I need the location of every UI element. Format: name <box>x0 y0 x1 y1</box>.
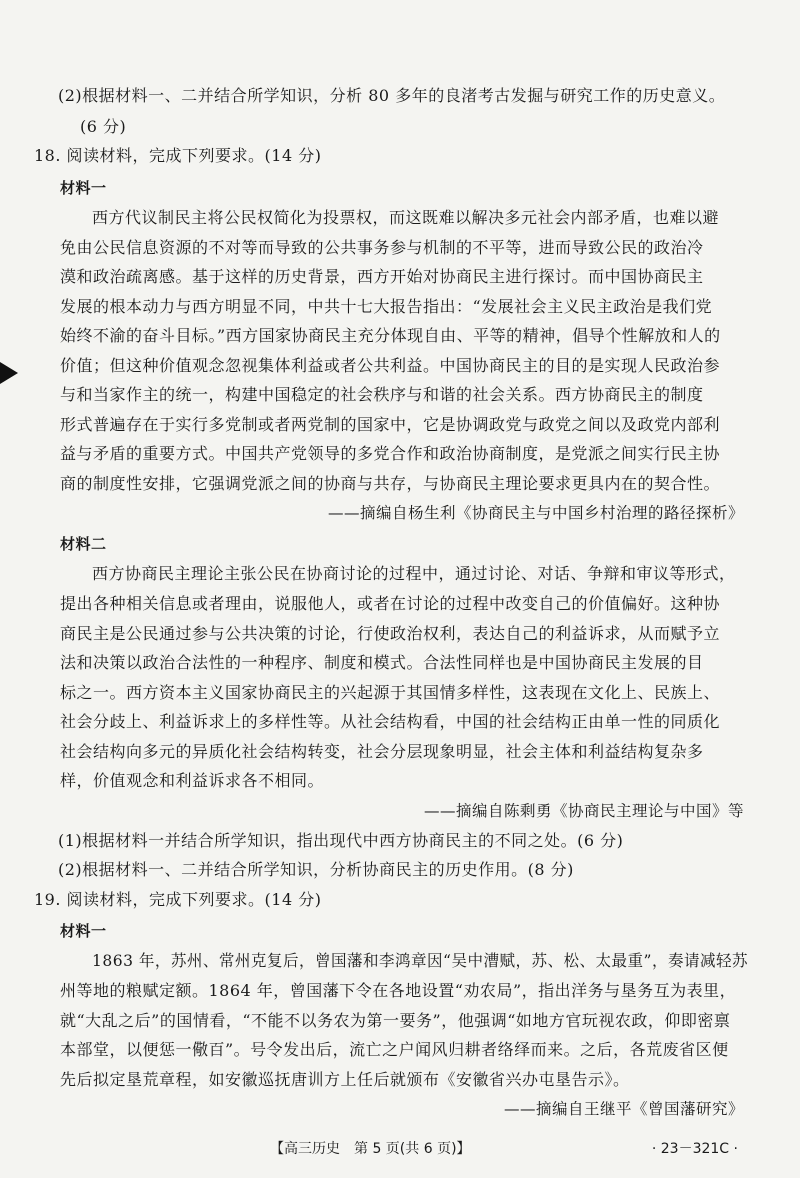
q19-mat1-line: 先后拟定垦荒章程，如安徽巡抚唐训方上任后就颁布《安徽省兴办屯垦告示》。 <box>60 1070 630 1089</box>
q18-mat1-source: ——摘编自杨生利《协商民主与中国乡村治理的路径探析》 <box>327 504 744 522</box>
q19-title: 19. 阅读材料，完成下列要求。(14 分) <box>34 890 322 909</box>
q17-part2-line1: (2)根据材料一、二并结合所学知识，分析 80 多年的良渚考古发掘与研究工作的历史意义。 <box>58 86 726 105</box>
q18-mat1-line: 形式普遍存在于实行多党制或者两党制的国家中，它是协调政党与政党之间以及政党内部利 <box>60 415 721 434</box>
q18-material1-label: 材料一 <box>60 179 107 197</box>
q18-mat2-line: 社会分歧上、利益诉求上的多样性等。从社会结构看，中国的社会结构正由单一性的同质化 <box>60 712 721 731</box>
q18-mat1-line: 始终不渝的奋斗目标。”西方国家协商民主充分体现自由、平等的精神，倡导个性解放和人的 <box>60 326 721 345</box>
q18-mat1-line: 商的制度性安排，它强调党派之间的协商与共存，与协商民主理论要求更具内在的契合性。 <box>60 474 721 493</box>
q18-material2-label: 材料二 <box>60 535 107 553</box>
q18-mat1-line: 与和当家作主的统一，构建中国稳定的社会秩序与和谐的社会关系。西方协商民主的制度 <box>60 385 704 404</box>
q18-part2: (2)根据材料一、二并结合所学知识，分析协商民主的历史作用。(8 分) <box>58 860 574 879</box>
q19-mat1-line: 本部堂，以便惩一儆百”。号令发出后，流亡之户闻风归耕者络绎而来。之后，各荒废省区便 <box>60 1040 729 1059</box>
exam-code: · 23－321C · <box>651 1141 738 1157</box>
q18-title: 18. 阅读材料，完成下列要求。(14 分) <box>34 146 322 165</box>
q17-part2-line2: (6 分) <box>80 117 127 136</box>
q18-mat2-line: 西方协商民主理论主张公民在协商讨论的过程中，通过讨论、对话、争辩和审议等形式， <box>92 564 736 583</box>
q18-mat2-line: 标之一。西方资本主义国家协商民主的兴起源于其国情多样性，这表现在文化上、民族上、 <box>60 683 721 702</box>
q18-mat1-line: 免由公民信息资源的不对等而导致的公共事务参与机制的不平等，进而导致公民的政治冷 <box>60 238 704 257</box>
q18-mat2-line: 样，价值观念和利益诉求各不相同。 <box>60 771 325 790</box>
q18-mat2-line: 法和决策以政治合法性的一种程序、制度和模式。合法性同样也是中国协商民主发展的目 <box>60 653 704 672</box>
binding-mark-icon <box>0 362 18 384</box>
q18-mat2-line: 商民主是公民通过参与公共决策的讨论，行使政治权利，表达自己的利益诉求，从而赋予立 <box>60 624 721 643</box>
q19-mat1-line: 就“大乱之后”的国情看，“不能不以务农为第一要务”，他强调“如地方官玩视农政，仰即密禀 <box>60 1011 731 1030</box>
q18-mat1-line: 益与矛盾的重要方式。中国共产党领导的多党合作和政治协商制度，是党派之间实行民主协 <box>60 444 721 463</box>
q19-mat1-line: 1863 年，苏州、常州克复后，曾国藩和李鸿章因“吴中漕赋，苏、松、太最重”，奏请减轻苏 <box>92 951 749 970</box>
q18-mat1-line: 漠和政治疏离感。基于这样的历史背景，西方开始对协商民主进行探讨。而中国协商民主 <box>60 267 704 286</box>
q18-mat1-line: 价值；但这种价值观念忽视集体利益或者公共利益。中国协商民主的目的是实现人民政治参 <box>60 356 721 375</box>
q18-mat1-line: 西方代议制民主将公民权简化为投票权，而这既难以解决多元社会内部矛盾，也难以避 <box>92 208 720 227</box>
q18-mat2-line: 社会结构向多元的异质化社会结构转变，社会分层现象明显，社会主体和利益结构复杂多 <box>60 742 704 761</box>
q19-material1-label: 材料一 <box>60 922 107 940</box>
q19-mat1-source: ——摘编自王继平《曾国藩研究》 <box>503 1100 744 1118</box>
page-number-label: 【高三历史 第 5 页(共 6 页)】 <box>270 1141 471 1157</box>
q18-mat1-line: 发展的根本动力与西方明显不同，中共十七大报告指出：“发展社会主义民主政治是我们党 <box>60 297 713 316</box>
q18-mat2-line: 提出各种相关信息或者理由，说服他人，或者在讨论的过程中改变自己的价值偏好。这种协 <box>60 594 721 613</box>
q18-part1: (1)根据材料一并结合所学知识，指出现代中西方协商民主的不同之处。(6 分) <box>58 831 624 850</box>
q18-mat2-source: ——摘编自陈剩勇《协商民主理论与中国》等 <box>423 802 744 820</box>
q19-mat1-line: 州等地的粮赋定额。1864 年，曾国藩下令在各地设置“劝农局”，指出洋务与垦务互为表里， <box>60 981 737 1000</box>
